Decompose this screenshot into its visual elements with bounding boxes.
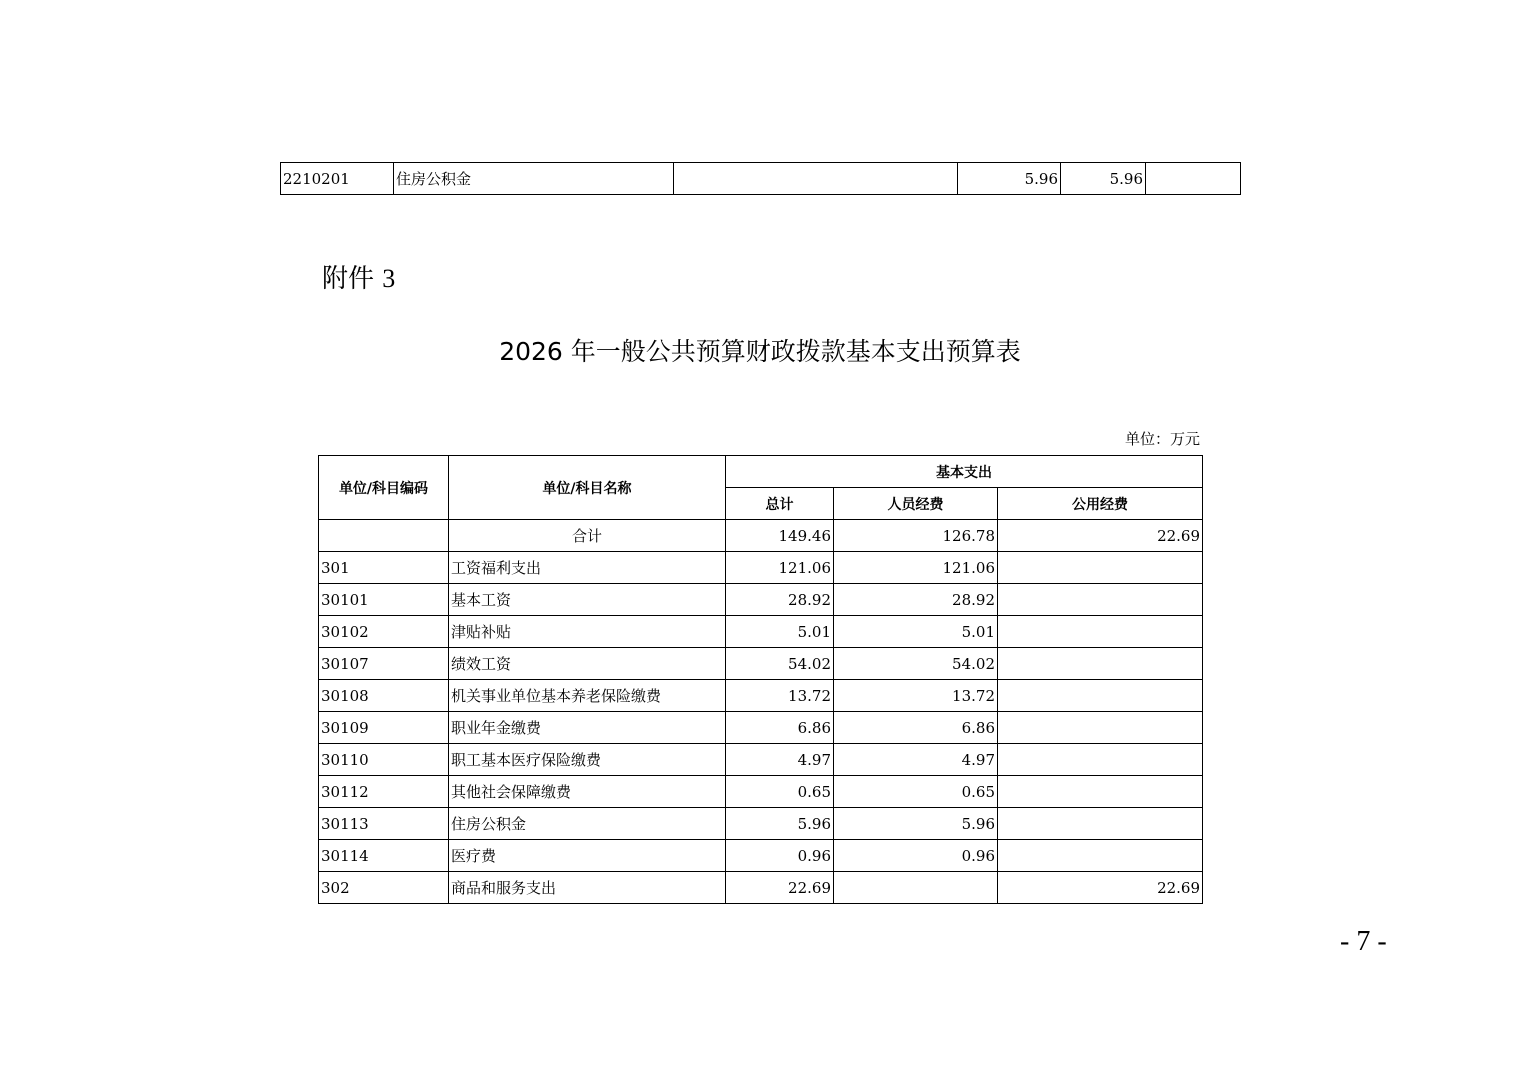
- header-code: 单位/科目编码: [319, 456, 449, 520]
- table-body: [319, 520, 1203, 904]
- code-cell: 30110: [319, 744, 449, 776]
- attachment-number: 3: [382, 264, 396, 293]
- total-cell: 13.72: [726, 680, 834, 712]
- page-title: 2026 年一般公共预算财政拨款基本支出预算表: [499, 337, 1021, 366]
- table-row: [319, 872, 1203, 904]
- header-row: [319, 456, 1203, 488]
- personnel-cell: 4.97: [834, 744, 998, 776]
- public-cell: [998, 680, 1203, 712]
- table-row: [319, 840, 1203, 872]
- total-cell: 0.96: [726, 840, 834, 872]
- total-cell: 5.96: [726, 808, 834, 840]
- public-cell: [998, 808, 1203, 840]
- total-cell: 22.69: [726, 872, 834, 904]
- name-cell: 医疗费: [449, 840, 726, 872]
- attachment-label: [322, 258, 395, 295]
- table-row: [319, 712, 1203, 744]
- personnel-cell: [834, 872, 998, 904]
- total-cell: 149.46: [726, 520, 834, 552]
- personnel-cell: 0.96: [834, 840, 998, 872]
- name-cell: 住房公积金: [394, 163, 674, 195]
- table-row: [319, 616, 1203, 648]
- personnel-cell: 28.92: [834, 584, 998, 616]
- total-cell: 4.97: [726, 744, 834, 776]
- total-row: [319, 520, 1203, 552]
- table-row: [319, 808, 1203, 840]
- attachment-text: 附件: [322, 264, 375, 294]
- code-cell: 2210201: [281, 163, 394, 195]
- code-cell: 30113: [319, 808, 449, 840]
- total-cell: 5.96: [958, 163, 1061, 195]
- header-personnel: 人员经费: [834, 488, 998, 520]
- header-name: 单位/科目名称: [449, 456, 726, 520]
- table-row: [319, 776, 1203, 808]
- previous-table-fragment: [280, 162, 1241, 195]
- header-total: 总计: [726, 488, 834, 520]
- total-cell: 0.65: [726, 776, 834, 808]
- header-public: 公用经费: [998, 488, 1203, 520]
- public-cell: [998, 616, 1203, 648]
- public-cell: [998, 840, 1203, 872]
- unit-label: 单位：万元: [1124, 430, 1200, 448]
- code-cell: 30109: [319, 712, 449, 744]
- name-cell: 工资福利支出: [449, 552, 726, 584]
- table-row: [319, 744, 1203, 776]
- table-row: [281, 163, 1241, 195]
- personnel-cell: 5.96: [834, 808, 998, 840]
- public-cell: 22.69: [998, 872, 1203, 904]
- personnel-cell: 54.02: [834, 648, 998, 680]
- public-cell: [998, 584, 1203, 616]
- code-cell: 30114: [319, 840, 449, 872]
- name-cell: 职工基本医疗保险缴费: [449, 744, 726, 776]
- table-row: [319, 648, 1203, 680]
- name-cell: 基本工资: [449, 584, 726, 616]
- total-cell: 28.92: [726, 584, 834, 616]
- personnel-cell: 5.01: [834, 616, 998, 648]
- code-cell: 302: [319, 872, 449, 904]
- public-cell: [998, 744, 1203, 776]
- code-cell: 301: [319, 552, 449, 584]
- budget-table: [318, 455, 1203, 904]
- code-cell: 30112: [319, 776, 449, 808]
- public-cell: [998, 648, 1203, 680]
- total-cell: 121.06: [726, 552, 834, 584]
- personnel-cell: 5.96: [1061, 163, 1146, 195]
- personnel-cell: 126.78: [834, 520, 998, 552]
- public-cell: [998, 552, 1203, 584]
- empty-cell: [674, 163, 958, 195]
- code-cell: [319, 520, 449, 552]
- table-row: [319, 680, 1203, 712]
- total-cell: 6.86: [726, 712, 834, 744]
- name-cell: 职业年金缴费: [449, 712, 726, 744]
- personnel-cell: 13.72: [834, 680, 998, 712]
- personnel-cell: 6.86: [834, 712, 998, 744]
- table-row: [319, 552, 1203, 584]
- personnel-cell: 121.06: [834, 552, 998, 584]
- code-cell: 30108: [319, 680, 449, 712]
- public-cell: 22.69: [998, 520, 1203, 552]
- name-cell: 其他社会保障缴费: [449, 776, 726, 808]
- total-cell: 54.02: [726, 648, 834, 680]
- total-cell: 5.01: [726, 616, 834, 648]
- personnel-cell: 0.65: [834, 776, 998, 808]
- name-cell: 机关事业单位基本养老保险缴费: [449, 680, 726, 712]
- name-cell: 住房公积金: [449, 808, 726, 840]
- header-group: 基本支出: [726, 456, 1203, 488]
- code-cell: 30107: [319, 648, 449, 680]
- public-cell: [998, 712, 1203, 744]
- name-cell: 商品和服务支出: [449, 872, 726, 904]
- public-cell: [1146, 163, 1241, 195]
- public-cell: [998, 776, 1203, 808]
- name-cell: 绩效工资: [449, 648, 726, 680]
- code-cell: 30102: [319, 616, 449, 648]
- table-row: [319, 584, 1203, 616]
- name-cell: 津贴补贴: [449, 616, 726, 648]
- name-cell: 合计: [449, 520, 726, 552]
- page-number: - 7 -: [1340, 926, 1387, 957]
- code-cell: 30101: [319, 584, 449, 616]
